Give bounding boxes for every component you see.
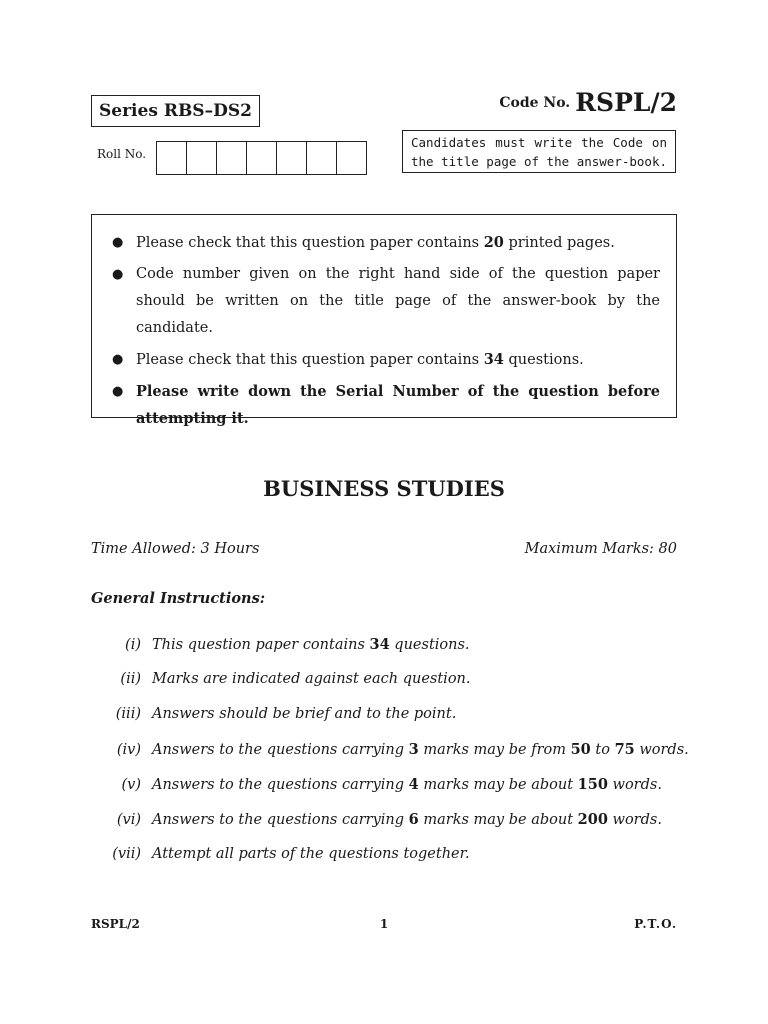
roll-number-box[interactable] (306, 141, 337, 175)
bullet-icon: ● (112, 384, 124, 399)
series-label: Series RBS–DS2 (91, 95, 260, 127)
page-title: BUSINESS STUDIES (263, 476, 505, 501)
instruction-item: (v) Answers to the questions carrying 4 marks may be about 150 words. (121, 776, 662, 793)
notice-box (91, 214, 677, 427)
roll-number-boxes[interactable] (157, 141, 367, 175)
roll-number-box[interactable] (276, 141, 307, 175)
bullet-icon: ● (112, 267, 124, 282)
instruction-item: (vi) Answers to the questions carrying 6 marks may be about 200 words. (116, 811, 662, 828)
instruction-item: (iii) Answers should be brief and to the point. (115, 706, 457, 722)
roll-number-label: Roll No. (97, 147, 147, 161)
code-value: RSPL/2 (575, 88, 677, 117)
instruction-item: (iv) Answers to the questions carrying 3 marks may be from 50 to 75 words. (116, 741, 689, 758)
time-allowed: Time Allowed: 3 Hours (91, 541, 260, 557)
page-number: 1 (379, 917, 389, 931)
roll-number-box[interactable] (336, 141, 367, 175)
roll-number-box[interactable] (186, 141, 217, 175)
bullet-icon: ● (112, 352, 124, 367)
notice-item: ● Please check that this question paper contains 34 questions. (112, 346, 660, 374)
bullet-icon: ● (112, 235, 124, 250)
code-number (499, 88, 677, 117)
code-label: Code No. (499, 95, 571, 111)
notice-item: ● Code number given on the right hand side of the question paper should be written on the title page of the answer-book by the candidate. (112, 261, 660, 342)
instructions-heading: General Instructions: (91, 590, 266, 607)
candidate-note: Candidates must write the Code on the title page of the answer-book. (402, 130, 676, 173)
instruction-item: (ii) Marks are indicated against each question. (120, 671, 471, 687)
notice-item: ● Please write down the Serial Number of the question before attempting it. (112, 378, 660, 432)
instruction-item: (i) This question paper contains 34 questions. (125, 636, 470, 653)
maximum-marks: Maximum Marks: 80 (524, 541, 677, 557)
roll-number-box[interactable] (246, 141, 277, 175)
roll-number-box[interactable] (216, 141, 247, 175)
notice-item: ● Please check that this question paper contains 20 printed pages. (112, 229, 660, 257)
footer-pto: P.T.O. (634, 917, 677, 931)
instruction-item: (vii) Attempt all parts of the questions together. (112, 846, 470, 862)
roll-number-box[interactable] (156, 141, 187, 175)
footer-code: RSPL/2 (91, 917, 140, 931)
